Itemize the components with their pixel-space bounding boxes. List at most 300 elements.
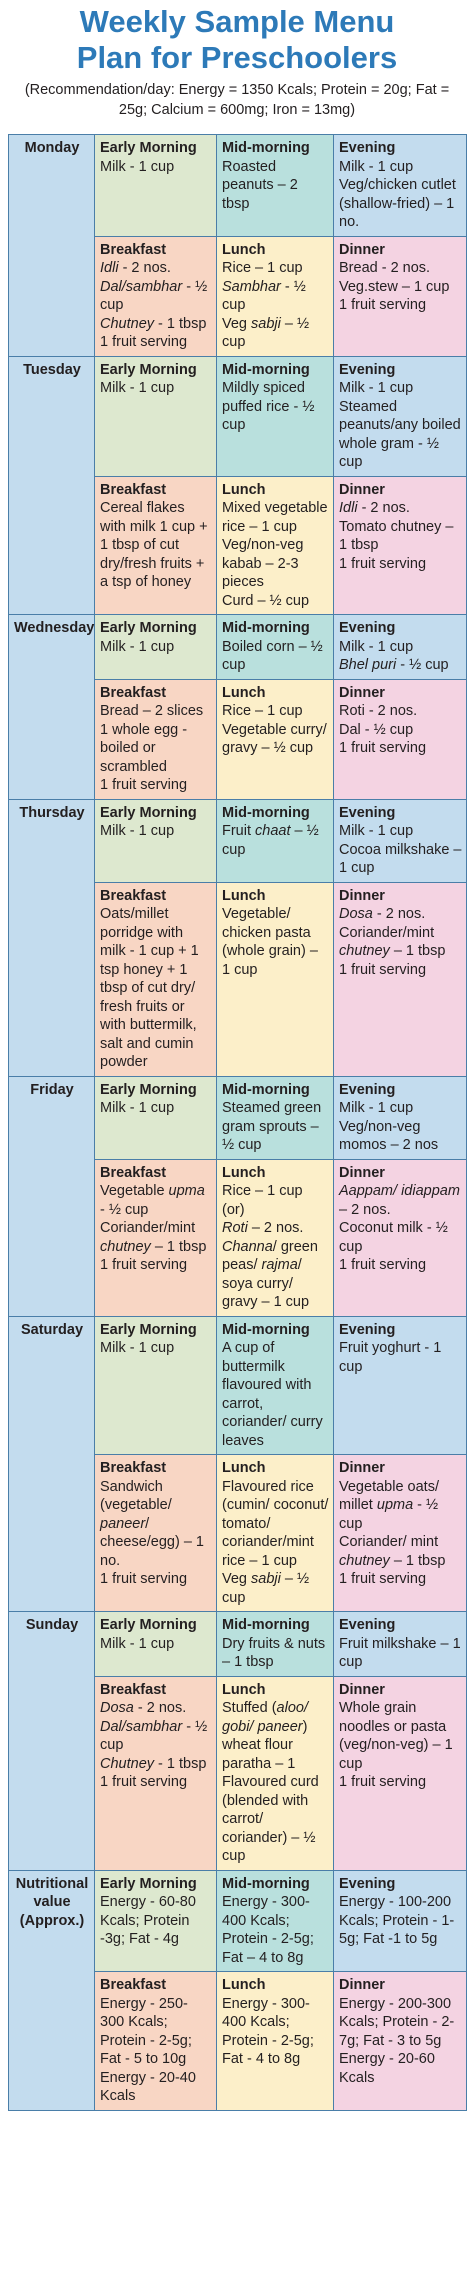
meal-heading: Evening (339, 1875, 396, 1892)
meal-line (339, 841, 462, 878)
meal-heading: Lunch (222, 1164, 266, 1181)
meal-line (222, 702, 329, 721)
meal-line (222, 1099, 329, 1155)
meal-cell (334, 615, 467, 680)
dish-name-italic: chutney (100, 1238, 151, 1255)
meal-text: - 2 nos. (372, 906, 426, 922)
meal-cell (217, 1972, 334, 2111)
meal-cell (95, 1612, 217, 1677)
meal-line (339, 1478, 462, 1534)
dish-name-italic: chaat (255, 823, 291, 839)
day-label: Thursday (9, 799, 95, 1076)
meal-text: Milk - 1 cup (100, 823, 175, 839)
meal-line (339, 1773, 462, 1792)
meal-heading: Evening (339, 1081, 396, 1098)
meal-line (339, 379, 462, 472)
meal-line (339, 1635, 462, 1672)
meal-cell (217, 679, 334, 799)
meal-line (339, 518, 462, 555)
meal-text: - ½ cup (100, 1201, 149, 1218)
meal-line (222, 1570, 329, 1607)
meal-line (222, 158, 329, 214)
meal-heading: Breakfast (100, 684, 167, 701)
meal-line (100, 278, 212, 315)
meal-text: Veg/non-veg momos – 2 nos (339, 1118, 439, 1153)
meal-line (222, 1773, 329, 1866)
meal-cell (334, 1870, 467, 1972)
meal-line (339, 1256, 462, 1275)
meal-heading: Mid-morning (222, 1321, 310, 1338)
meal-cell (334, 679, 467, 799)
menu-row (9, 356, 467, 476)
meal-text: 1 fruit serving (339, 740, 427, 756)
meal-text: Bread - 2 nos. (339, 260, 431, 276)
title-line-1: Weekly Sample Menu (79, 4, 395, 39)
meal-cell (95, 1316, 217, 1455)
meal-text: Roti - 2 nos. (339, 703, 418, 719)
meal-text: Energy - 60-80 Kcals; Protein -3g; Fat - 4g (100, 1894, 196, 1947)
meal-heading: Mid-morning (222, 140, 310, 156)
meal-heading: Lunch (222, 1681, 266, 1698)
meal-text: Veg (222, 1571, 252, 1587)
meal-heading: Mid-morning (222, 361, 310, 378)
meal-text: Milk - 1 cup (100, 1340, 175, 1356)
meal-heading: Mid-morning (222, 1081, 310, 1098)
meal-text: Vegetable curry/ gravy – ½ cup (222, 721, 327, 756)
meal-cell (334, 882, 467, 1076)
meal-line (222, 1182, 329, 1219)
meal-cell (334, 356, 467, 476)
meal-text: - 2 nos. (118, 260, 171, 276)
meal-cell (95, 1972, 217, 2111)
meal-line (100, 1256, 212, 1275)
meal-line (100, 1219, 212, 1256)
page-title (0, 4, 474, 76)
recommendation-subtitle: (Recommendation/day: Energy = 1350 Kcals; Protein = 20g; Fat = 25g; Calcium = 600mg; Iron = 13mg) (24, 82, 450, 118)
meal-text: 1 fruit serving (100, 777, 188, 793)
meal-heading: Lunch (222, 241, 266, 258)
meal-line (100, 638, 212, 657)
meal-text: Boiled corn – ½ cup (222, 638, 323, 673)
meal-heading: Dinner (339, 1164, 385, 1181)
meal-line (222, 1219, 329, 1238)
meal-cell (95, 356, 217, 476)
meal-cell (95, 1159, 217, 1316)
meal-line (339, 721, 462, 740)
dish-name-italic: paneer (100, 1515, 146, 1532)
meal-cell (95, 236, 217, 356)
meal-heading: Dinner (339, 1977, 385, 1993)
meal-cell (217, 356, 334, 476)
meal-text: / soya curry/ gravy – 1 cup (222, 1257, 310, 1310)
meal-text: Energy - 20-60 Kcals (339, 2051, 435, 2086)
meal-line (339, 259, 462, 278)
meal-cell (334, 799, 467, 882)
title-line-2: Plan for Preschoolers (76, 40, 398, 75)
meal-text: Milk - 1 cup (100, 1635, 175, 1652)
meal-line (100, 1699, 212, 1718)
meal-text: – 1 tbsp (389, 1552, 446, 1569)
meal-cell (217, 1159, 334, 1316)
meal-heading: Evening (339, 620, 396, 636)
meal-text: Curd – ½ cup (222, 592, 310, 609)
meal-line (339, 1099, 462, 1118)
meal-cell (334, 1076, 467, 1159)
meal-heading: Breakfast (100, 1164, 167, 1181)
meal-text: Flavoured curd (blended with carrot/ coriander) – ½ cup (222, 1774, 319, 1864)
meal-line (100, 1773, 212, 1792)
meal-heading: Evening (339, 1321, 396, 1338)
meal-heading: Dinner (339, 241, 385, 258)
dish-name-italic: sabji (251, 315, 281, 332)
meal-line (100, 1099, 212, 1118)
meal-heading: Early Morning (100, 1875, 197, 1892)
day-label: Wednesday (9, 615, 95, 800)
meal-text: Mildly spiced puffed rice - ½ cup (222, 380, 315, 433)
meal-text: Coriander/mint (339, 924, 435, 941)
meal-line (100, 2069, 212, 2106)
meal-text: Vegetable (100, 1183, 169, 1199)
meal-text: Veg.stew – 1 cup (339, 278, 450, 295)
meal-line (222, 1478, 329, 1571)
dish-name-italic: Idli (339, 500, 358, 516)
meal-line (222, 721, 329, 758)
dish-name-italic: Dosa (100, 1700, 134, 1716)
dish-name-italic: chutney (339, 943, 390, 959)
meal-line (100, 822, 212, 841)
meal-cell (217, 615, 334, 680)
meal-line (100, 721, 212, 777)
meal-heading: Evening (339, 804, 396, 821)
meal-heading: Early Morning (100, 1081, 197, 1098)
meal-text: Fruit (222, 823, 256, 839)
meal-heading: Dinner (339, 887, 385, 904)
meal-line (222, 379, 329, 435)
meal-text: Energy - 20-40 Kcals (100, 2069, 196, 2104)
meal-text: Milk - 1 cup (100, 638, 175, 655)
meal-cell (334, 236, 467, 356)
meal-line (222, 278, 329, 315)
meal-cell (334, 1455, 467, 1612)
meal-heading: Breakfast (100, 887, 167, 904)
meal-heading: Early Morning (100, 804, 197, 821)
meal-text: - ½ cup (222, 278, 306, 313)
meal-text: – ½ cup (222, 823, 319, 858)
meal-line (222, 905, 329, 979)
menu-row (9, 1870, 467, 1972)
dish-name-italic: Dosa (339, 906, 373, 922)
meal-cell (95, 135, 217, 237)
meal-text: ) wheat flour paratha – 1 (222, 1718, 308, 1772)
menu-row (9, 1076, 467, 1159)
meal-text: - 1 tbsp (154, 315, 207, 332)
meal-line (339, 296, 462, 315)
meal-cell (95, 476, 217, 615)
meal-line (339, 278, 462, 297)
meal-text: 1 fruit serving (339, 297, 427, 313)
meal-line (339, 961, 462, 980)
meal-text: Coconut milk - ½ cup (339, 1220, 448, 1255)
meal-text: Sandwich (vegetable/ (100, 1478, 172, 1513)
meal-line (339, 1570, 462, 1589)
meal-cell (217, 1870, 334, 1972)
dish-name-italic: Channa (222, 1238, 273, 1255)
meal-line (339, 1699, 462, 1773)
meal-text: 1 fruit serving (100, 1571, 188, 1587)
day-label: Nutritional value (Approx.) (9, 1870, 95, 2110)
meal-text: Whole grain noodles or pasta (veg/non-veg) – 1 cup (339, 1700, 453, 1772)
meal-line (339, 1118, 462, 1155)
meal-text: Stuffed ( (222, 1700, 277, 1716)
meal-line (100, 1755, 212, 1774)
menu-row (9, 135, 467, 237)
meal-text: 1 fruit serving (339, 1571, 427, 1587)
meal-line (222, 259, 329, 278)
meal-line (222, 1238, 329, 1312)
meal-heading: Breakfast (100, 241, 167, 258)
meal-cell (334, 476, 467, 615)
meal-line (222, 822, 329, 859)
meal-heading: Lunch (222, 684, 266, 701)
dish-name-italic: Sambhar (222, 278, 281, 295)
meal-text: - 1 tbsp (154, 1755, 207, 1772)
meal-heading: Mid-morning (222, 1617, 310, 1633)
meal-heading: Dinner (339, 684, 385, 701)
meal-text: – 2 nos. (247, 1220, 304, 1236)
meal-line (222, 1995, 329, 2069)
meal-text: Coriander/mint (100, 1220, 196, 1236)
meal-cell (334, 1676, 467, 1870)
meal-text: Dal - ½ cup (339, 721, 414, 738)
meal-line (339, 499, 462, 518)
meal-line (100, 333, 212, 352)
meal-line (339, 2050, 462, 2087)
meal-text: Cocoa milkshake – 1 cup (339, 841, 462, 876)
menu-table-body (9, 135, 467, 2111)
meal-line (100, 259, 212, 278)
meal-heading: Dinner (339, 1681, 385, 1698)
meal-line (339, 158, 462, 232)
dish-name-italic: sabji (251, 1571, 281, 1587)
menu-row (9, 1316, 467, 1455)
meal-heading: Dinner (339, 1460, 385, 1476)
meal-text: Steamed green gram sprouts – ½ cup (222, 1100, 322, 1153)
meal-text: Milk - 1 cup Veg/chicken cutlet (shallow-fried) – 1 no. (339, 158, 456, 230)
meal-line (222, 1339, 329, 1450)
meal-cell (217, 135, 334, 237)
meal-cell (95, 1870, 217, 1972)
meal-text: Vegetable oats/ millet (339, 1478, 439, 1513)
meal-heading: Evening (339, 140, 396, 156)
meal-cell (95, 679, 217, 799)
meal-line (100, 1718, 212, 1755)
meal-cell (217, 476, 334, 615)
meal-text: Veg (222, 315, 252, 332)
meal-line (339, 1893, 462, 1949)
meal-line (100, 1570, 212, 1589)
meal-heading: Lunch (222, 887, 266, 904)
meal-text: - ½ cup (396, 657, 449, 673)
day-label: Friday (9, 1076, 95, 1316)
dish-name-italic: Roti (222, 1220, 248, 1236)
day-label: Monday (9, 135, 95, 357)
meal-heading: Lunch (222, 481, 266, 498)
meal-text: Milk - 1 cup (339, 1100, 414, 1116)
meal-line (339, 1339, 462, 1376)
meal-line (100, 1893, 212, 1949)
meal-cell (217, 1316, 334, 1455)
meal-text: Energy - 300-400 Kcals; Protein - 2-5g; Fat - 4 to 8g (222, 1995, 314, 2067)
meal-text: Fruit milkshake – 1 cup (339, 1635, 461, 1670)
meal-line (100, 702, 212, 721)
meal-text: Oats/millet porridge with milk - 1 cup + 1 tsp honey + 1 tbsp of cut dry/ fresh fruits or with buttermilk, salt and cumin powder (100, 906, 199, 1070)
meal-cell (217, 1455, 334, 1612)
meal-cell (95, 799, 217, 882)
meal-text: – ½ cup (222, 1571, 310, 1606)
meal-line (339, 1995, 462, 2051)
meal-cell (217, 1676, 334, 1870)
meal-text: – 1 tbsp (150, 1238, 207, 1255)
meal-text: 1 fruit serving (339, 555, 427, 572)
meal-heading: Breakfast (100, 1460, 167, 1476)
meal-text: Energy - 100-200 Kcals; Protein - 1-5g; Fat -1 to 5g (339, 1894, 455, 1947)
meal-line (339, 905, 462, 924)
meal-line (100, 499, 212, 592)
meal-heading: Early Morning (100, 140, 197, 156)
meal-line (100, 1995, 212, 2069)
meal-line (339, 1182, 462, 1219)
meal-text: Coriander/ mint (339, 1534, 439, 1550)
meal-cell (95, 615, 217, 680)
meal-line (100, 776, 212, 795)
meal-heading: Breakfast (100, 1977, 167, 1993)
meal-text: – 2 nos. (339, 1201, 391, 1218)
meal-line (339, 739, 462, 758)
meal-text: 1 fruit serving (339, 1257, 427, 1273)
dish-name-italic: Chutney (100, 1755, 155, 1772)
meal-text: Dry fruits & nuts – 1 tbsp (222, 1635, 326, 1670)
day-label: Sunday (9, 1612, 95, 1871)
meal-line (339, 638, 462, 657)
meal-line (339, 924, 462, 961)
meal-text: Milk - 1 cup (100, 380, 175, 396)
meal-text: 1 fruit serving (339, 961, 427, 978)
menu-row (9, 1612, 467, 1677)
meal-cell (334, 1612, 467, 1677)
meal-text: 1 whole egg - boiled or scrambled (100, 721, 188, 775)
meal-cell (95, 1676, 217, 1870)
meal-heading: Early Morning (100, 361, 197, 378)
meal-heading: Breakfast (100, 1681, 167, 1698)
meal-line (222, 638, 329, 675)
meal-line (100, 315, 212, 334)
dish-name-italic: Dal/sambhar (100, 278, 183, 295)
meal-text: Milk - 1 cup (100, 158, 175, 175)
meal-heading: Breakfast (100, 481, 167, 498)
dish-name-italic: Dal/sambhar (100, 1718, 183, 1735)
meal-text: Rice – 1 cup (or) (222, 1183, 303, 1218)
meal-line (100, 1339, 212, 1358)
meal-line (339, 702, 462, 721)
meal-heading: Lunch (222, 1460, 266, 1476)
meal-text: Rice – 1 cup (222, 703, 303, 719)
meal-cell (95, 1455, 217, 1612)
day-label: Tuesday (9, 356, 95, 615)
meal-text: Cereal flakes with milk 1 cup + 1 tbsp of cut dry/fresh fruits + a tsp of honey (100, 500, 208, 590)
meal-text: Tomato chutney – 1 tbsp (339, 518, 454, 553)
meal-text: A cup of buttermilk flavoured with carrot, coriander/ curry leaves (222, 1340, 323, 1449)
dish-name-italic: Chutney (100, 315, 155, 332)
meal-heading: Mid-morning (222, 804, 310, 821)
meal-heading: Early Morning (100, 1321, 197, 1338)
meal-heading: Evening (339, 1617, 396, 1633)
meal-cell (95, 1076, 217, 1159)
meal-cell (217, 1612, 334, 1677)
meal-text: / green peas/ (222, 1238, 318, 1273)
meal-text: 1 fruit serving (339, 1774, 427, 1790)
meal-cell (95, 882, 217, 1076)
meal-text: - ½ cup (100, 1718, 208, 1753)
meal-line (100, 1182, 212, 1219)
meal-heading: Early Morning (100, 1617, 197, 1633)
menu-table (8, 134, 467, 2111)
menu-row (9, 799, 467, 882)
dish-name-italic: upma (168, 1183, 205, 1199)
meal-text: 1 fruit serving (100, 334, 188, 350)
meal-heading: Mid-morning (222, 620, 310, 636)
meal-text: / cheese/egg) – 1 no. (100, 1515, 204, 1569)
meal-line (222, 536, 329, 592)
meal-cell (334, 1972, 467, 2111)
meal-text: Mixed vegetable rice – 1 cup (222, 500, 328, 535)
dish-name-italic: upma (376, 1497, 414, 1513)
meal-line (222, 315, 329, 352)
meal-line (339, 822, 462, 841)
meal-line (222, 1699, 329, 1773)
dish-name-italic: Bhel puri (339, 657, 397, 673)
dish-name-italic: rajma (261, 1257, 298, 1273)
meal-cell (217, 236, 334, 356)
meal-line (100, 1635, 212, 1654)
meal-line (100, 905, 212, 1072)
meal-cell (217, 1076, 334, 1159)
day-label: Saturday (9, 1316, 95, 1612)
meal-cell (334, 1159, 467, 1316)
meal-text: Energy - 200-300 Kcals; Protein - 2-7g; Fat - 3 to 5g (339, 1995, 455, 2049)
meal-text: Milk - 1 cup (339, 638, 414, 655)
meal-text: Milk - 1 cup Steamed peanuts/any boiled whole gram - ½ cup (339, 380, 461, 470)
meal-line (222, 1635, 329, 1672)
meal-text: Energy - 300-400 Kcals; Protein - 2-5g; Fat – 4 to 8g (222, 1894, 314, 1966)
meal-text: Roasted peanuts – 2 tbsp (222, 158, 298, 212)
meal-text: - 2 nos. (133, 1700, 187, 1716)
meal-text: - ½ cup (339, 1497, 439, 1532)
meal-text: Rice – 1 cup (222, 260, 303, 276)
meal-text: Fruit yoghurt - 1 cup (339, 1340, 442, 1375)
meal-cell (334, 1316, 467, 1455)
meal-text: - ½ cup (100, 278, 208, 313)
dish-name-italic: Idli (100, 260, 119, 276)
meal-line (100, 1478, 212, 1571)
meal-text: Veg/non-veg kabab – 2-3 pieces (222, 537, 304, 590)
meal-heading: Evening (339, 361, 396, 378)
meal-text: Milk - 1 cup (339, 823, 414, 839)
meal-text: 1 fruit serving (100, 1774, 188, 1790)
meal-line (339, 1219, 462, 1256)
meal-text: Bread – 2 slices (100, 703, 204, 719)
meal-line (222, 499, 329, 536)
meal-text: – 1 tbsp (389, 943, 446, 959)
